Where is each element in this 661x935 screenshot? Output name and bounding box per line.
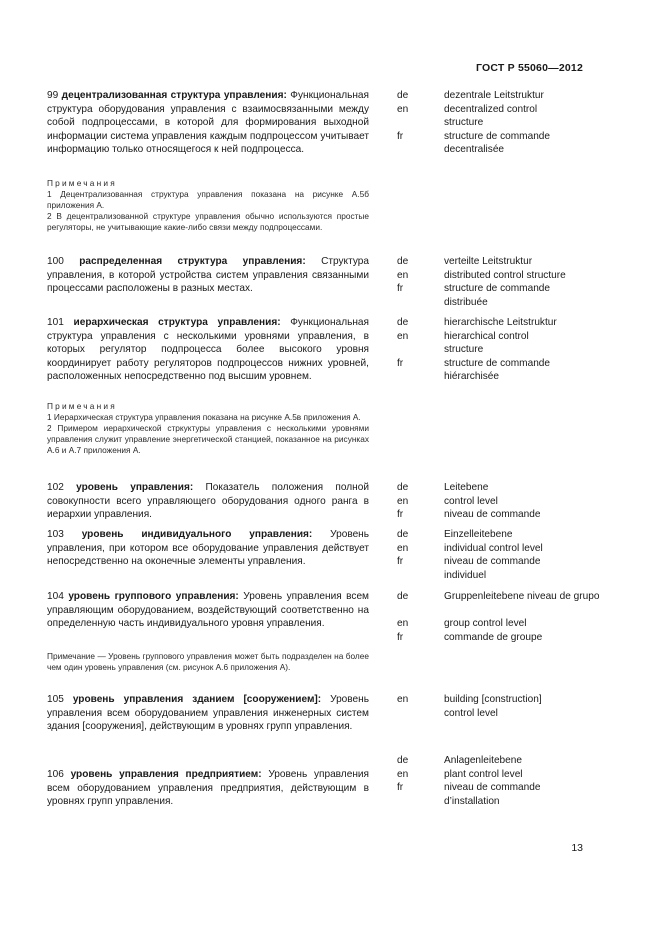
lang-code: en	[397, 103, 409, 115]
definition-text: Уровень управления всем оборудованием управления предприятия, действующим в уровнях групп управления.	[47, 769, 369, 808]
term: уровень управления зданием [сооружением]:	[72, 694, 322, 705]
definition	[47, 590, 369, 631]
lang-code: en	[397, 542, 409, 554]
lang-code: en	[397, 495, 409, 507]
translation: niveau de commande d’installation	[444, 782, 541, 807]
note-item: 2 В децентрализованной структуре управления обычно используются простые регуляторы, не учитывающие какие-либо связи между подпроцессами.	[47, 211, 369, 232]
definition	[47, 481, 369, 522]
term-number: 100	[47, 256, 64, 267]
note-item: 1 Иерархическая структура управления показана на рисунке А.5в приложения А.	[47, 412, 361, 422]
translation: plant control level	[444, 768, 523, 780]
standard-header: ГОСТ Р 55060—2012	[475, 62, 583, 74]
lang-code: fr	[397, 130, 404, 142]
translation: verteilte Leitstruktur	[444, 256, 533, 267]
term: децентрализованная структура управления:	[61, 90, 287, 101]
definition	[47, 528, 369, 569]
definition-text: Функциональная структура оборудования управления с взаимосвязанными между собой подпроцессами, в которой для формирования выходной информации система управления каждым подпроцессом учитывает информацию только относящегося к ней подпроцесса.	[47, 90, 370, 156]
lang-code: fr	[397, 509, 404, 521]
lang-code: de	[397, 755, 409, 766]
definition-text: Уровень управления всем оборудованием управления инженерных систем здания [сооружения], действующим в уровнях групп управления.	[47, 694, 369, 733]
lang-code: en	[397, 618, 409, 630]
definition	[47, 693, 369, 734]
notes-heading: Примечания	[47, 178, 117, 188]
lang-code: en	[397, 330, 409, 342]
definition-text: Уровень управления всем управляющим оборудованием, воздействующий соответственно на определенную часть индивидуального уровня управления.	[47, 591, 369, 630]
translation: niveau de commande	[444, 509, 541, 521]
notes	[47, 401, 369, 456]
notes	[47, 178, 369, 233]
translation: commande de groupe	[444, 631, 543, 643]
definition	[47, 316, 369, 384]
note: Примечание — Уровень группового управления может быть подразделен на более чем один уровень управления (см. рисунок А.6 приложения А).	[47, 651, 369, 672]
definition-text: Показатель положения полной совокупности всего управляющего оборудования одного ранга в иерархии управления.	[47, 482, 369, 521]
lang-code: en	[397, 694, 409, 705]
translation: structure de commande decentralisée	[444, 130, 551, 156]
translation: group control level	[444, 618, 527, 630]
definition-text: Функциональная структура управления с несколькими уровнями управления, в которых регулятор подпроцесса более высокого уровня координирует работу регуляторов подпроцессов нижних уровней, расположенных непосредственно под высшим уровнем.	[47, 317, 369, 383]
lang-code: de	[397, 591, 409, 602]
translation: Einzelleitebene	[444, 529, 513, 540]
lang-code: de	[397, 90, 409, 101]
translation: individual control level	[444, 542, 543, 554]
translation: Gruppenleitebene niveau de grupo	[444, 591, 600, 602]
lang-code: de	[397, 317, 409, 328]
translation: structure de commande hiérarchisée	[444, 357, 551, 383]
translation: hierarchische Leitstruktur	[444, 317, 557, 328]
definition	[47, 89, 369, 157]
term: распределенная структура управления:	[79, 256, 306, 267]
definition	[47, 768, 369, 809]
term: иерархическая структура управления:	[73, 317, 281, 328]
translation: distributed control structure	[444, 269, 566, 281]
translation: building [construction] control level	[444, 694, 542, 719]
lang-code: de	[397, 529, 409, 540]
translation: structure de commande distribuée	[444, 283, 551, 308]
definition-text: Уровень управления, при котором все оборудование управления действует непосредственно на оконечные элементы управления.	[47, 529, 370, 568]
lang-code: fr	[397, 556, 404, 568]
page-number: 13	[571, 842, 583, 854]
translation: decentralized control structure	[444, 103, 538, 129]
translation: control level	[444, 495, 498, 507]
term-number: 99	[47, 90, 59, 101]
lang-code: en	[397, 269, 409, 281]
lang-code: fr	[397, 631, 404, 643]
translation: niveau de commande individuel	[444, 556, 541, 581]
term-number: 104	[47, 591, 64, 602]
lang-code: fr	[397, 283, 404, 295]
term: уровень управления:	[76, 482, 194, 493]
term: уровень группового управления:	[68, 591, 239, 602]
definition-text: Структура управления, в которой устройства систем управления связанными процессами расположены в разных местах.	[47, 256, 369, 295]
translation: Anlagenleitebene	[444, 755, 523, 766]
note-item: 2 Примером иерархической стркуктуры управления с несколькими уровнями управления служит управление энергетической станцией, показанное на рисунках А.6 и А.7 приложения А.	[47, 423, 369, 455]
lang-code: de	[397, 256, 409, 267]
notes-heading: Примечания	[47, 401, 117, 411]
translation: Leitebene	[444, 482, 489, 493]
lang-code: de	[397, 482, 409, 493]
term: уровень индивидуального управления:	[81, 529, 313, 540]
translation: dezentrale Leitstruktur	[444, 90, 544, 101]
term-number: 106	[47, 769, 64, 780]
translation: hierarchical control structure	[444, 330, 529, 356]
term-number: 101	[47, 317, 64, 328]
lang-code: en	[397, 768, 409, 780]
lang-code: fr	[397, 782, 404, 794]
term-number: 102	[47, 482, 64, 493]
definition	[47, 255, 369, 296]
note-item: 1 Децентрализованная структура управления показана на рисунке А.5б приложения А.	[47, 189, 369, 210]
term: уровень управления предприятием:	[70, 769, 262, 780]
lang-code: fr	[397, 357, 404, 369]
term-number: 105	[47, 694, 64, 705]
term-number: 103	[47, 529, 64, 540]
